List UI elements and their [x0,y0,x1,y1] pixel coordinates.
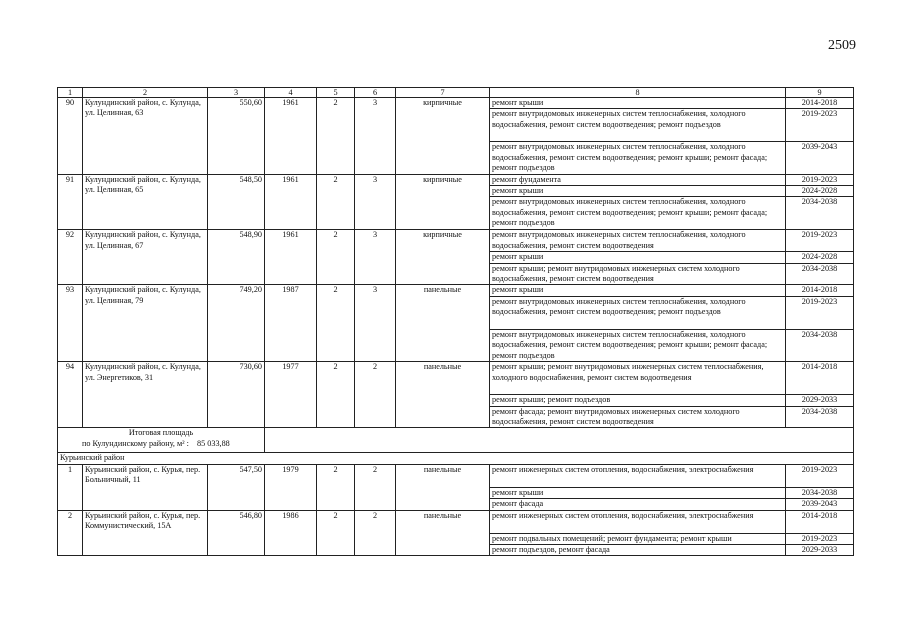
area-cell: 550,60 [208,98,265,175]
col6-cell: 3 [355,285,396,362]
district-row [58,453,854,464]
work-cell: ремонт крыши [490,98,786,109]
total-area-label-line2 [60,439,262,449]
col5-cell: 2 [317,362,355,428]
address-cell: Кулундинский район, с. Кулунда, ул. Энергетиков, 31 [83,362,208,428]
period-cell: 2029-2033 [786,395,854,406]
period-cell: 2034-2038 [786,406,854,428]
col6-cell: 2 [355,362,396,428]
number-cell: 90 [58,98,83,175]
period-cell: 2039-2043 [786,142,854,174]
period-cell: 2034-2038 [786,263,854,285]
col5-cell: 2 [317,464,355,510]
col6-cell: 2 [355,464,396,510]
col6-cell: 3 [355,230,396,285]
material-cell: панельные [396,285,490,362]
material-cell: панельные [396,510,490,556]
year-cell: 1961 [265,174,317,230]
col6-cell: 3 [355,174,396,230]
building-row [58,285,854,296]
period-cell: 2019-2023 [786,296,854,329]
work-cell: ремонт крыши; ремонт внутридомовых инженерных систем теплоснабжения, холодного водоснабжения, ремонт систем водоотведения [490,362,786,395]
area-cell: 548,90 [208,230,265,285]
total-area-blank [265,428,854,453]
total-area-row [58,428,854,453]
year-cell: 1977 [265,362,317,428]
col6-cell: 2 [355,510,396,556]
year-cell: 1961 [265,98,317,175]
period-cell: 2034-2038 [786,487,854,498]
work-cell: ремонт внутридомовых инженерных систем теплоснабжения, холодного водоснабжения, ремонт систем водоотведения; ремонт крыши; ремонт фасада; ремонт подъездов [490,197,786,230]
period-cell: 2019-2023 [786,174,854,185]
work-cell: ремонт крыши [490,186,786,197]
address-cell: Курьинский район, с. Курья, пер. Коммунистический, 15А [83,510,208,556]
period-cell: 2039-2043 [786,499,854,510]
period-cell: 2014-2018 [786,510,854,533]
work-cell: ремонт инженерных систем отопления, водоснабжения, электроснабжения [490,464,786,487]
col5-cell: 2 [317,98,355,175]
period-cell: 2014-2018 [786,98,854,109]
building-row [58,510,854,533]
year-cell: 1979 [265,464,317,510]
material-cell: панельные [396,464,490,510]
period-cell: 2034-2038 [786,197,854,230]
address-cell: Кулундинский район, с. Кулунда, ул. Целинная, 79 [83,285,208,362]
col5-cell: 2 [317,230,355,285]
column-number: 4 [265,88,317,98]
building-row [58,230,854,252]
year-cell: 1961 [265,230,317,285]
work-cell: ремонт подъездов, ремонт фасада [490,544,786,555]
period-cell: 2019-2023 [786,230,854,252]
period-cell: 2019-2023 [786,533,854,544]
column-number: 9 [786,88,854,98]
work-cell: ремонт внутридомовых инженерных систем теплоснабжения, холодного водоснабжения, ремонт систем водоотведения; ремонт подъездов [490,109,786,142]
work-cell: ремонт крыши [490,487,786,498]
column-number-row [58,88,854,98]
period-cell: 2019-2023 [786,109,854,142]
total-area-label [58,428,265,453]
work-cell: ремонт внутридомовых инженерных систем теплоснабжения, холодного водоснабжения, ремонт систем водоотведения [490,230,786,252]
total-area-caption: по Кулундинскому району, м² : [82,438,189,448]
number-cell: 1 [58,464,83,510]
number-cell: 91 [58,174,83,230]
work-cell: ремонт подвальных помещений; ремонт фундамента; ремонт крыши [490,533,786,544]
number-cell: 2 [58,510,83,556]
building-row [58,174,854,185]
work-cell: ремонт внутридомовых инженерных систем теплоснабжения, холодного водоснабжения, ремонт систем водоотведения; ремонт крыши; ремонт фасада; ремонт подъездов [490,329,786,361]
work-cell: ремонт фасада [490,499,786,510]
col5-cell: 2 [317,285,355,362]
housing-repair-table [57,87,854,556]
building-row [58,98,854,109]
address-cell: Кулундинский район, с. Кулунда, ул. Целинная, 67 [83,230,208,285]
area-cell: 547,50 [208,464,265,510]
address-cell: Кулундинский район, с. Кулунда, ул. Целинная, 63 [83,98,208,175]
building-row [58,362,854,395]
col5-cell: 2 [317,510,355,556]
material-cell: кирпичные [396,98,490,175]
page-number: 2509 [828,38,856,53]
number-cell: 94 [58,362,83,428]
address-cell: Курьинский район, с. Курья, пер. Больничный, 11 [83,464,208,510]
district-title: Курьинский район [58,453,854,464]
work-cell: ремонт фасада; ремонт внутридомовых инженерных систем холодного водоснабжения, ремонт систем водоотведения [490,406,786,428]
work-cell: ремонт крыши [490,252,786,263]
column-number: 1 [58,88,83,98]
year-cell: 1986 [265,510,317,556]
material-cell: панельные [396,362,490,428]
area-cell: 548,50 [208,174,265,230]
column-number: 7 [396,88,490,98]
period-cell: 2024-2028 [786,252,854,263]
work-cell: ремонт крыши; ремонт внутридомовых инженерных систем холодного водоснабжения, ремонт систем водоотведения [490,263,786,285]
area-cell: 749,20 [208,285,265,362]
column-number: 8 [490,88,786,98]
period-cell: 2019-2023 [786,464,854,487]
work-cell: ремонт внутридомовых инженерных систем теплоснабжения, холодного водоснабжения, ремонт систем водоотведения; ремонт крыши; ремонт фасада; ремонт подъездов [490,142,786,174]
column-number: 3 [208,88,265,98]
total-area-label-line1: Итоговая площадь [128,428,194,438]
period-cell: 2014-2018 [786,362,854,395]
column-number: 6 [355,88,396,98]
material-cell: кирпичные [396,230,490,285]
number-cell: 93 [58,285,83,362]
area-cell: 730,60 [208,362,265,428]
work-cell: ремонт инженерных систем отопления, водоснабжения, электроснабжения [490,510,786,533]
building-row [58,464,854,487]
number-cell: 92 [58,230,83,285]
work-cell: ремонт внутридомовых инженерных систем теплоснабжения, холодного водоснабжения, ремонт систем водоотведения; ремонт подъездов [490,296,786,329]
year-cell: 1987 [265,285,317,362]
period-cell: 2034-2038 [786,329,854,361]
col5-cell: 2 [317,174,355,230]
material-cell: кирпичные [396,174,490,230]
work-cell: ремонт крыши [490,285,786,296]
period-cell: 2029-2033 [786,544,854,555]
work-cell: ремонт крыши; ремонт подъездов [490,395,786,406]
total-area-value: 85 033,88 [197,438,230,448]
work-cell: ремонт фундамента [490,174,786,185]
col6-cell: 3 [355,98,396,175]
period-cell: 2024-2028 [786,186,854,197]
column-number: 5 [317,88,355,98]
column-number: 2 [83,88,208,98]
address-cell: Кулундинский район, с. Кулунда, ул. Целинная, 65 [83,174,208,230]
period-cell: 2014-2018 [786,285,854,296]
area-cell: 546,80 [208,510,265,556]
